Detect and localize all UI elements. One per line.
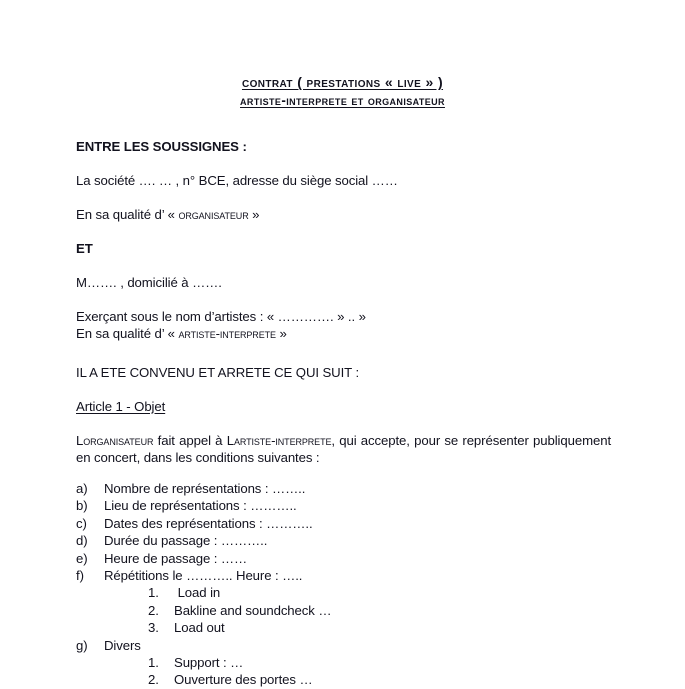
list-item xyxy=(76,637,611,654)
role-term-artiste-interprete: artiste-interprete xyxy=(178,326,276,341)
role-prefix: En sa qualité d’ « xyxy=(76,207,179,222)
list-item-label: Heure de passage : …… xyxy=(104,550,248,566)
party-artist-stage-name-line: Exerçant sous le nom d’artistes : « …………. » .. » xyxy=(76,309,366,324)
list-item xyxy=(148,654,611,671)
conditions-list xyxy=(76,480,611,584)
list-item-label: Répétitions le ……….. Heure : ….. xyxy=(104,568,303,584)
list-item-label: Dates des représentations : ……….. xyxy=(104,515,313,531)
conditions-list-continued xyxy=(76,637,611,654)
article-1-paragraph xyxy=(76,432,611,466)
parties-heading: ENTRE LES SOUSSIGNES : xyxy=(76,139,247,154)
list-marker: 3. xyxy=(148,620,159,636)
list-marker: 2. xyxy=(148,602,159,618)
para-pre: L xyxy=(76,433,84,448)
list-item xyxy=(76,480,611,497)
party-artist-line: M……. , domicilié à ……. xyxy=(76,275,222,290)
list-marker: 1. xyxy=(148,655,159,671)
role-term-organisateur: organisateur xyxy=(178,207,249,222)
list-marker: 1. xyxy=(148,585,159,601)
list-marker: e) xyxy=(76,550,88,566)
list-item xyxy=(76,567,611,584)
para-term-artiste-interprete: artiste-interprete xyxy=(233,433,332,448)
list-item-label: Durée du passage : ……….. xyxy=(104,533,268,549)
list-item-label: Nombre de représentations : …….. xyxy=(104,481,306,496)
list-item-label: Divers xyxy=(104,637,141,653)
list-item xyxy=(76,515,611,532)
list-item xyxy=(76,532,611,549)
conjunction-et: ET xyxy=(76,241,93,256)
document-title-block xyxy=(0,74,685,110)
role-prefix: En sa qualité d xyxy=(76,326,162,341)
list-item xyxy=(148,584,611,601)
list-item xyxy=(148,671,611,688)
list-marker: a) xyxy=(76,481,88,496)
para-term-organisateur: organisateur xyxy=(83,433,154,448)
list-marker: d) xyxy=(76,533,88,549)
list-item xyxy=(76,497,611,514)
para-l: L xyxy=(226,433,234,448)
list-item xyxy=(76,550,611,567)
article-1-heading: Article 1 - Objet xyxy=(76,399,166,414)
repetitions-sublist xyxy=(148,584,611,636)
list-item-label: Bakline and soundcheck … xyxy=(174,602,332,618)
list-marker: f) xyxy=(76,568,84,584)
para-mid: fait appel à xyxy=(153,433,227,448)
list-item xyxy=(148,619,611,636)
party-artist-role-line xyxy=(76,325,611,342)
list-item-label: Load out xyxy=(174,620,225,636)
agreement-heading: IL A ETE CONVENU ET ARRETE CE QUI SUIT : xyxy=(76,365,360,380)
title-line-2: artiste-interprete et organisateur xyxy=(240,93,445,108)
title-line-1: contrat ( prestations « live » ) xyxy=(241,74,444,90)
list-marker: g) xyxy=(76,637,88,653)
party-company-line: La société …. … , n° BCE, adresse du siège social …… xyxy=(76,173,398,188)
list-marker: 2. xyxy=(148,672,159,688)
list-item xyxy=(148,602,611,619)
list-item-label: Support : … xyxy=(174,655,244,671)
role-d-small: ’ « xyxy=(161,326,179,341)
document-body xyxy=(76,138,611,689)
list-marker: b) xyxy=(76,498,88,514)
party-company-role-line xyxy=(76,206,611,223)
divers-sublist xyxy=(148,654,611,689)
para-post: , qui accepte, pour se représenter publiquement en concert, dans les conditions suivantes : xyxy=(76,433,612,465)
list-marker: c) xyxy=(76,515,87,531)
role-suffix: » xyxy=(248,207,260,222)
list-item-label: Lieu de représentations : ……….. xyxy=(104,498,297,514)
list-item-label: Ouverture des portes … xyxy=(174,672,313,688)
role-suffix: » xyxy=(275,326,287,341)
list-item-label: Load in xyxy=(174,585,221,601)
